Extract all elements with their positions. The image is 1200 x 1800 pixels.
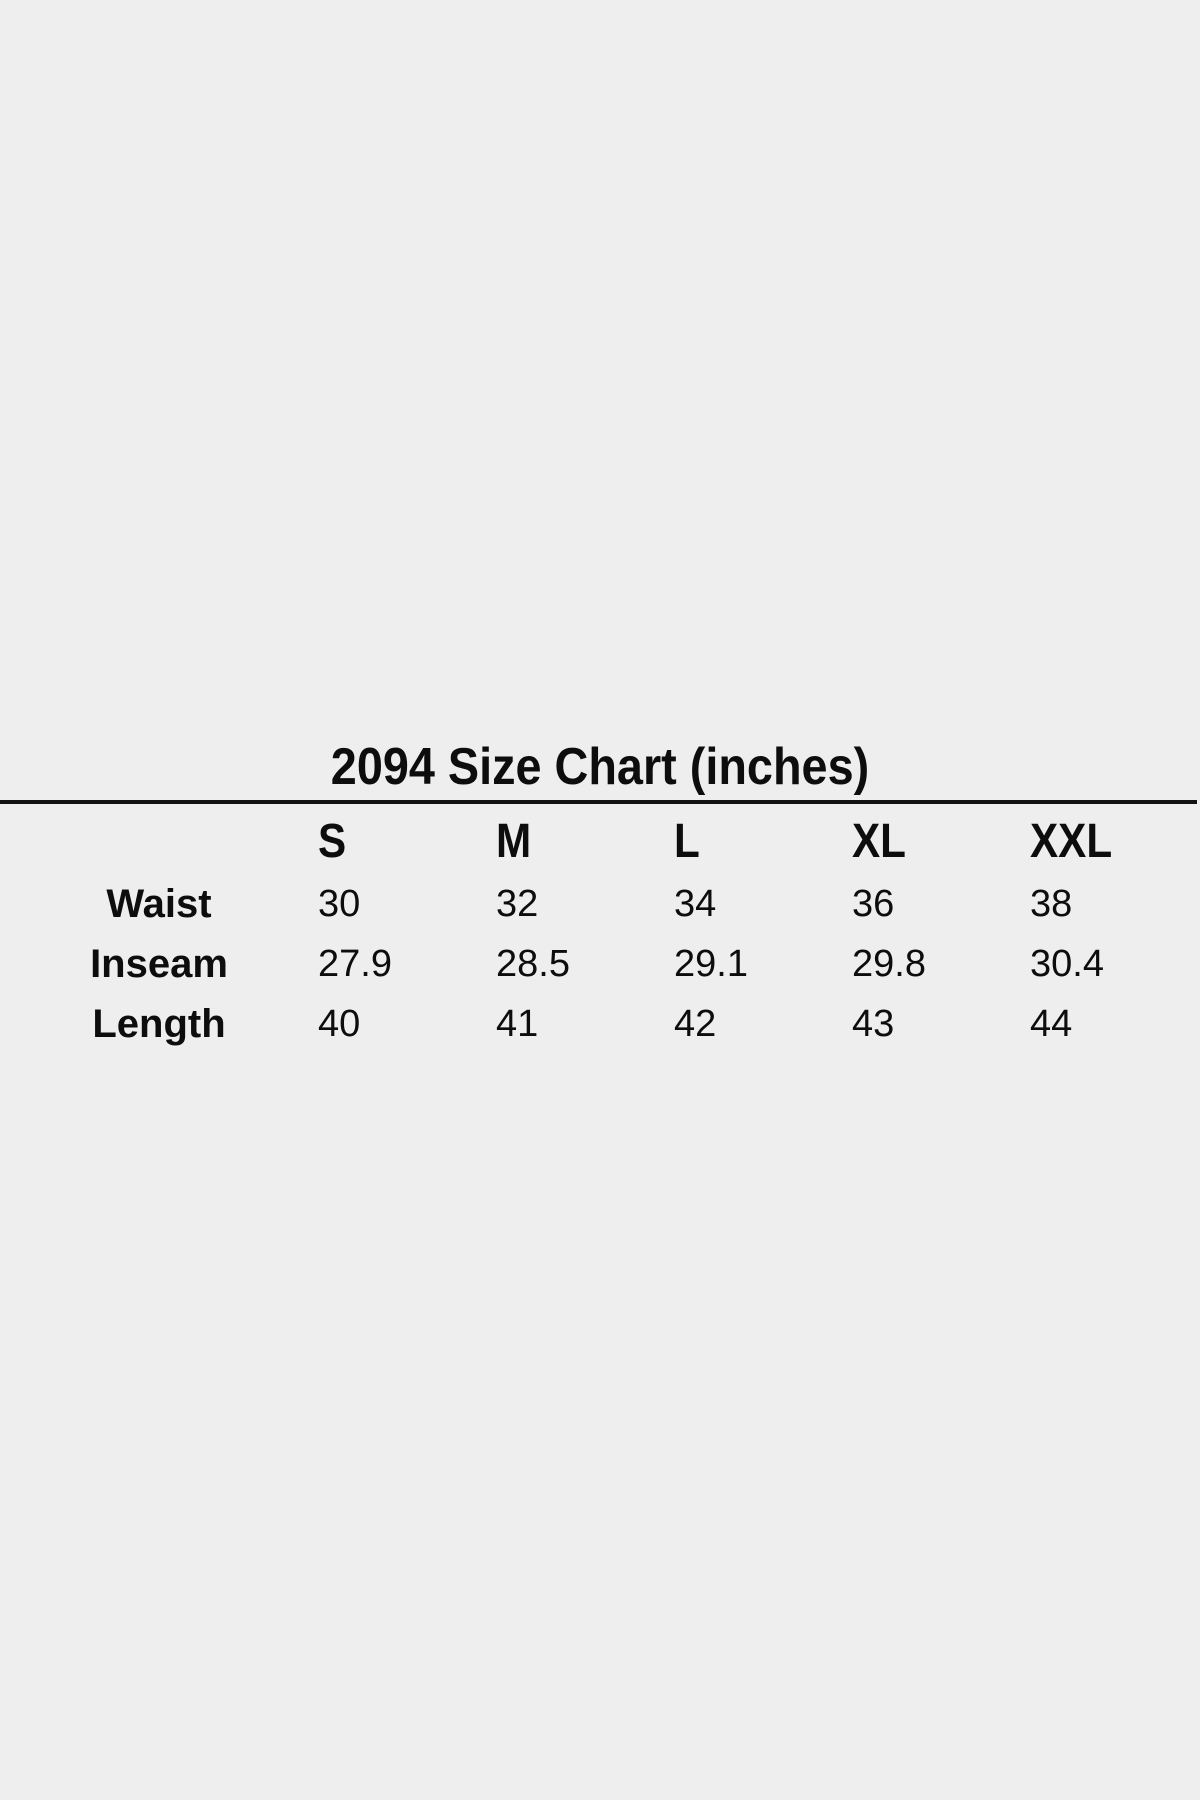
cell-waist-m: 32 bbox=[496, 883, 539, 925]
cell-waist-xl: 36 bbox=[852, 883, 895, 925]
cell-length-m: 41 bbox=[496, 1003, 539, 1045]
cell-waist-s: 30 bbox=[318, 883, 361, 925]
cell-inseam-xxl: 30.4 bbox=[1030, 943, 1104, 985]
row-label-inseam: Inseam bbox=[90, 942, 228, 986]
column-header-l: L bbox=[674, 815, 700, 868]
cell-waist-xxl: 38 bbox=[1030, 883, 1073, 925]
row-label-waist: Waist bbox=[106, 882, 212, 926]
column-header-xl: XL bbox=[852, 815, 906, 868]
column-header-m: M bbox=[496, 815, 532, 868]
cell-length-xl: 43 bbox=[852, 1003, 895, 1045]
cell-inseam-xl: 29.8 bbox=[852, 943, 926, 985]
cell-length-s: 40 bbox=[318, 1003, 361, 1045]
row-label-length: Length bbox=[92, 1002, 226, 1046]
chart-title: 2094 Size Chart (inches) bbox=[330, 738, 870, 796]
cell-length-l: 42 bbox=[674, 1003, 717, 1045]
cell-inseam-m: 28.5 bbox=[496, 943, 570, 985]
column-header-s: S bbox=[318, 815, 347, 868]
cell-waist-l: 34 bbox=[674, 883, 717, 925]
cell-inseam-s: 27.9 bbox=[318, 943, 392, 985]
size-table bbox=[0, 810, 1200, 1054]
cell-inseam-l: 29.1 bbox=[674, 943, 748, 985]
cell-length-xxl: 44 bbox=[1030, 1003, 1073, 1045]
title-divider-rule bbox=[0, 800, 1197, 804]
column-header-xxl: XXL bbox=[1030, 815, 1113, 868]
